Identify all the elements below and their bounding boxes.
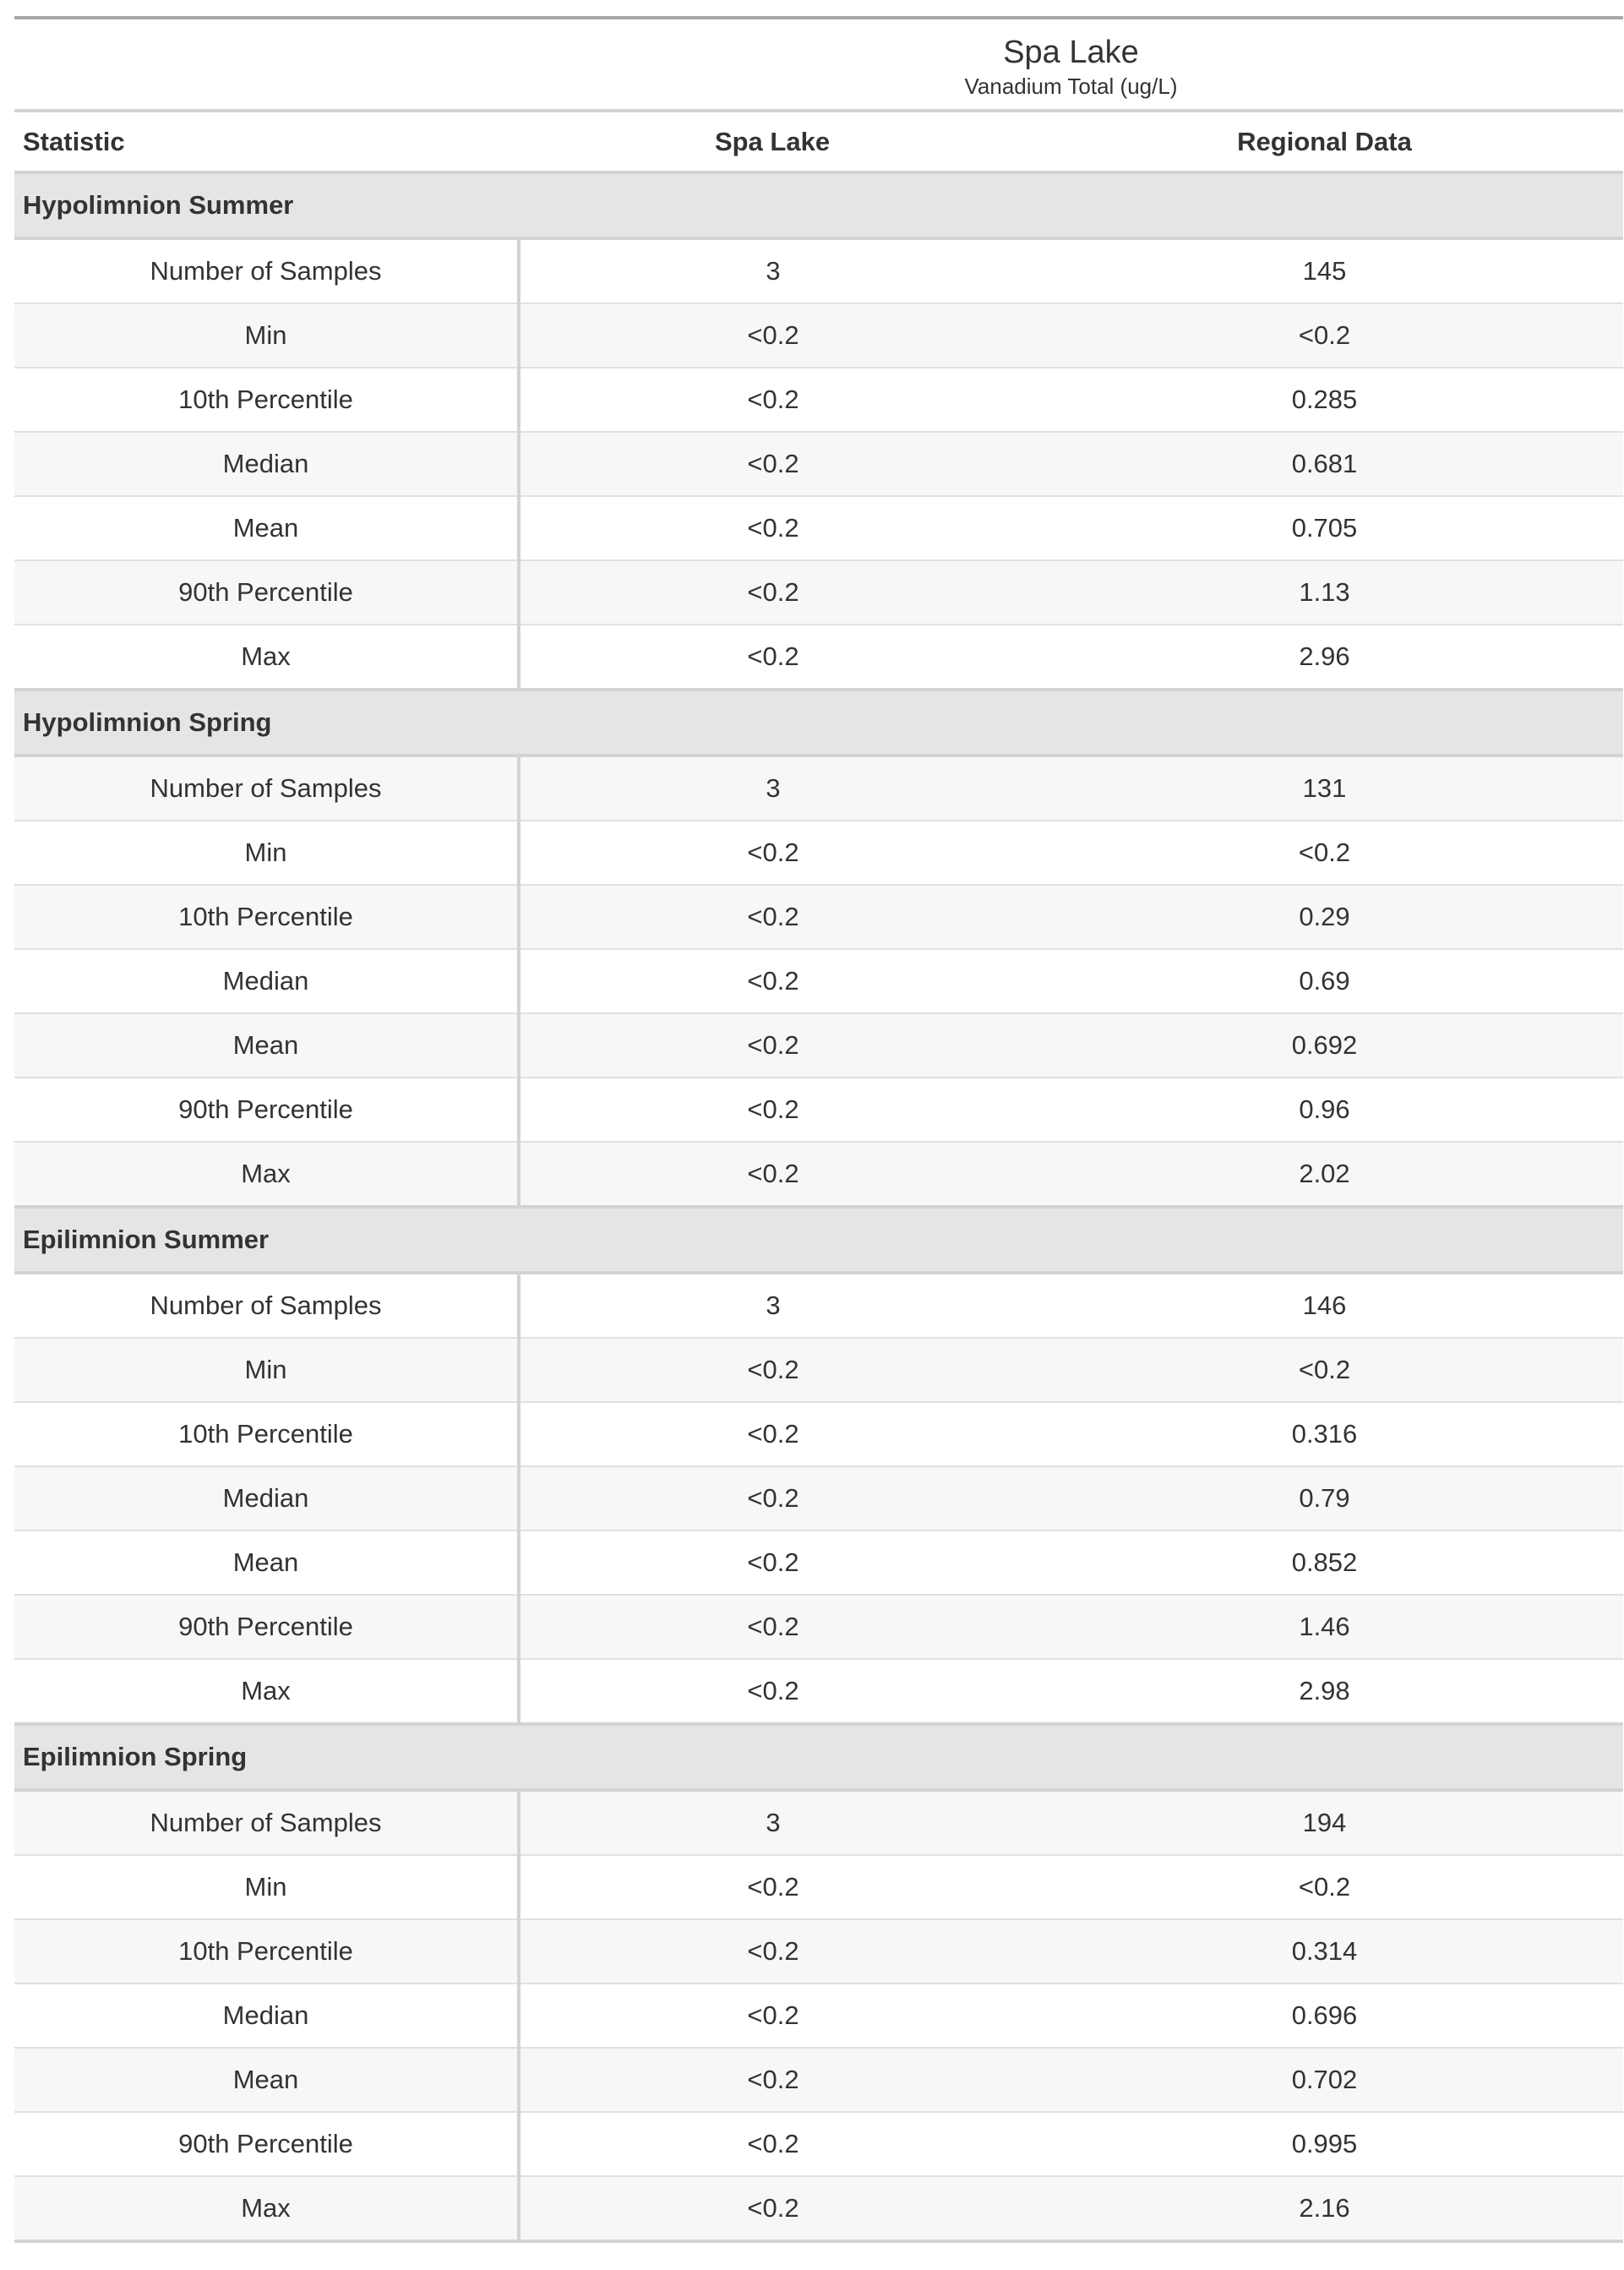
lake-value-cell: <0.2 [519, 432, 1026, 496]
regional-value-cell: 0.702 [1026, 2048, 1623, 2112]
table-subtitle: Vanadium Total (ug/L) [964, 74, 1178, 99]
table-row [14, 238, 1623, 303]
title-stub-cell [14, 18, 519, 111]
table-row [14, 303, 1623, 368]
regional-value-cell: 194 [1026, 1790, 1623, 1855]
group-epilimnion-summer [14, 1207, 1623, 1724]
regional-value-cell: <0.2 [1026, 303, 1623, 368]
statistic-cell: 90th Percentile [14, 560, 519, 625]
table-row [14, 1531, 1623, 1595]
table-row [14, 756, 1623, 821]
lake-value-cell: <0.2 [519, 2176, 1026, 2241]
table-row [14, 1338, 1623, 1402]
lake-value-cell: <0.2 [519, 1013, 1026, 1078]
lake-value-cell: <0.2 [519, 496, 1026, 560]
table-row [14, 1984, 1623, 2048]
lake-value-cell: <0.2 [519, 1531, 1026, 1595]
regional-value-cell: 2.16 [1026, 2176, 1623, 2241]
statistic-cell: Number of Samples [14, 1790, 519, 1855]
regional-value-cell: 1.46 [1026, 1595, 1623, 1659]
lake-value-cell: <0.2 [519, 949, 1026, 1013]
lake-value-cell: <0.2 [519, 1402, 1026, 1466]
regional-value-cell: 131 [1026, 756, 1623, 821]
statistic-cell: Max [14, 1659, 519, 1724]
title-cell [519, 18, 1623, 111]
lake-value-cell: <0.2 [519, 1466, 1026, 1531]
regional-value-cell: <0.2 [1026, 1855, 1623, 1919]
regional-value-cell: 145 [1026, 238, 1623, 303]
regional-value-cell: 2.02 [1026, 1142, 1623, 1207]
statistic-cell: Number of Samples [14, 1273, 519, 1338]
group-label: Epilimnion Spring [14, 1724, 1623, 1790]
table-row [14, 2112, 1623, 2176]
statistic-cell: Number of Samples [14, 756, 519, 821]
column-header-row [14, 111, 1623, 172]
statistic-cell: Max [14, 1142, 519, 1207]
lake-value-cell: <0.2 [519, 821, 1026, 885]
statistic-cell: 10th Percentile [14, 368, 519, 432]
group-label: Epilimnion Summer [14, 1207, 1623, 1273]
lake-value-cell: <0.2 [519, 560, 1026, 625]
table-row [14, 1466, 1623, 1531]
statistic-cell: 10th Percentile [14, 1919, 519, 1984]
lake-value-cell: <0.2 [519, 1984, 1026, 2048]
statistic-cell: 10th Percentile [14, 885, 519, 949]
table-row [14, 2048, 1623, 2112]
table-row [14, 1790, 1623, 1855]
lake-value-cell: <0.2 [519, 2048, 1026, 2112]
regional-value-cell: 0.314 [1026, 1919, 1623, 1984]
regional-value-cell: 0.96 [1026, 1078, 1623, 1142]
regional-value-cell: 0.285 [1026, 368, 1623, 432]
statistic-cell: Mean [14, 496, 519, 560]
table-row [14, 1273, 1623, 1338]
lake-value-cell: <0.2 [519, 303, 1026, 368]
group-hypolimnion-summer [14, 172, 1623, 690]
statistic-cell: 90th Percentile [14, 1595, 519, 1659]
column-header-statistic: Statistic [14, 111, 519, 172]
lake-value-cell: <0.2 [519, 368, 1026, 432]
statistic-cell: Mean [14, 2048, 519, 2112]
lake-value-cell: <0.2 [519, 885, 1026, 949]
statistic-cell: Max [14, 2176, 519, 2241]
statistic-cell: Min [14, 821, 519, 885]
regional-value-cell: 0.852 [1026, 1531, 1623, 1595]
lake-value-cell: 3 [519, 1273, 1026, 1338]
statistic-cell: Mean [14, 1531, 519, 1595]
summary-table [14, 16, 1623, 2243]
regional-value-cell: 1.13 [1026, 560, 1623, 625]
statistic-cell: Median [14, 1984, 519, 2048]
statistic-cell: Median [14, 949, 519, 1013]
summary-table-container [14, 16, 1623, 2243]
table-row [14, 1855, 1623, 1919]
statistic-cell: Min [14, 1855, 519, 1919]
lake-value-cell: 3 [519, 1790, 1026, 1855]
table-row [14, 1919, 1623, 1984]
regional-value-cell: <0.2 [1026, 1338, 1623, 1402]
regional-value-cell: 0.316 [1026, 1402, 1623, 1466]
statistic-cell: Mean [14, 1013, 519, 1078]
table-row [14, 949, 1623, 1013]
lake-value-cell: <0.2 [519, 1855, 1026, 1919]
statistic-cell: 90th Percentile [14, 1078, 519, 1142]
regional-value-cell: 0.995 [1026, 2112, 1623, 2176]
lake-value-cell: 3 [519, 238, 1026, 303]
statistic-cell: Median [14, 432, 519, 496]
group-label: Hypolimnion Spring [14, 690, 1623, 756]
table-row [14, 1659, 1623, 1724]
table-row [14, 560, 1623, 625]
regional-value-cell: 146 [1026, 1273, 1623, 1338]
table-row [14, 2176, 1623, 2241]
regional-value-cell: <0.2 [1026, 821, 1623, 885]
statistic-cell: Min [14, 1338, 519, 1402]
regional-value-cell: 0.692 [1026, 1013, 1623, 1078]
table-row [14, 1402, 1623, 1466]
table-row [14, 885, 1623, 949]
column-header-lake: Spa Lake [519, 111, 1026, 172]
table-row [14, 1142, 1623, 1207]
regional-value-cell: 0.69 [1026, 949, 1623, 1013]
regional-value-cell: 0.696 [1026, 1984, 1623, 2048]
group-label: Hypolimnion Summer [14, 172, 1623, 238]
regional-value-cell: 0.79 [1026, 1466, 1623, 1531]
column-header-regional: Regional Data [1026, 111, 1623, 172]
regional-value-cell: 0.681 [1026, 432, 1623, 496]
table-row [14, 368, 1623, 432]
title-row [14, 18, 1623, 111]
regional-value-cell: 0.705 [1026, 496, 1623, 560]
regional-value-cell: 0.29 [1026, 885, 1623, 949]
table-row [14, 821, 1623, 885]
lake-value-cell: 3 [519, 756, 1026, 821]
lake-value-cell: <0.2 [519, 625, 1026, 690]
group-epilimnion-spring [14, 1724, 1623, 2241]
table-title: Spa Lake [1003, 35, 1139, 70]
statistic-cell: 10th Percentile [14, 1402, 519, 1466]
lake-value-cell: <0.2 [519, 2112, 1026, 2176]
regional-value-cell: 2.98 [1026, 1659, 1623, 1724]
table-row [14, 1013, 1623, 1078]
statistic-cell: Max [14, 625, 519, 690]
statistic-cell: 90th Percentile [14, 2112, 519, 2176]
lake-value-cell: <0.2 [519, 1078, 1026, 1142]
table-row [14, 1595, 1623, 1659]
lake-value-cell: <0.2 [519, 1595, 1026, 1659]
group-hypolimnion-spring [14, 690, 1623, 1207]
regional-value-cell: 2.96 [1026, 625, 1623, 690]
statistic-cell: Median [14, 1466, 519, 1531]
table-row [14, 1078, 1623, 1142]
table-row [14, 432, 1623, 496]
table-row [14, 496, 1623, 560]
table-row [14, 625, 1623, 690]
lake-value-cell: <0.2 [519, 1338, 1026, 1402]
lake-value-cell: <0.2 [519, 1659, 1026, 1724]
statistic-cell: Number of Samples [14, 238, 519, 303]
lake-value-cell: <0.2 [519, 1919, 1026, 1984]
statistic-cell: Min [14, 303, 519, 368]
lake-value-cell: <0.2 [519, 1142, 1026, 1207]
